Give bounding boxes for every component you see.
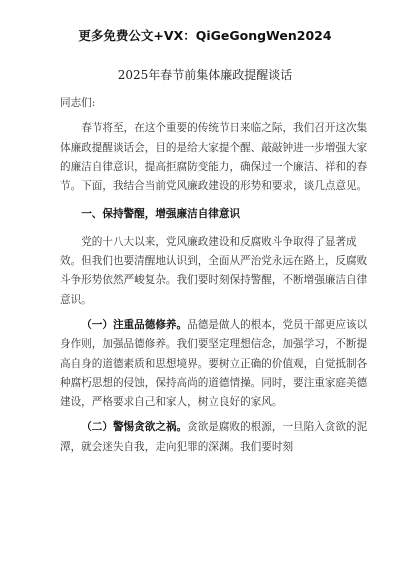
point-lead-2: （二）警惕贪欲之祸。 bbox=[81, 421, 188, 434]
intro-paragraph: 春节将至，在这个重要的传统节日来临之际，我们召开这次集体廉政提醒谈话会，目的是给大家提个醒、敲敲钟进一步增强大家的廉洁自律意识，提高拒腐防变能力，确保过一个廉洁、祥和的春节。下面，我结合当前党风廉政建设的形势和要求，谈几点意见。 bbox=[60, 122, 368, 193]
watermark-header: 更多免费公文+VX：QiGeGongWen2024 bbox=[78, 28, 332, 43]
point-text-1: 品德是做人的根本，党员干部更应该以身作则，加强品德修养。我们要坚定理想信念，加强学习，不断提高自身的道德素质和思想境界。要树立正确的价值观，自觉抵制各种腐朽思想的侵蚀，保持高尚的道德情操。同时，要注重家庭美德建设，严格要求自己和家人，树立良好的家风。 bbox=[60, 318, 368, 409]
document-body bbox=[60, 94, 372, 457]
point-paragraph-1 bbox=[60, 316, 372, 412]
salutation: 同志们: bbox=[60, 97, 96, 109]
point-text-2: 贪欲是腐败的根源，一旦陷入贪欲的泥潭，就会迷失自我，走向犯罪的深渊。我们要时刻 bbox=[60, 421, 368, 453]
section-heading: 一、保持警醒，增强廉洁自律意识 bbox=[81, 208, 241, 221]
section-paragraph: 党的十八大以来，党风廉政建设和反腐败斗争取得了显著成效。但我们也要清醒地认识到，全面从严治党永远在路上，反腐败斗争形势依然严峻复杂。我们要时刻保持警醒，不断增强廉洁自律意识。 bbox=[60, 235, 368, 306]
document-title: 2025年春节前集体廉政提醒谈话 bbox=[117, 68, 293, 82]
point-lead-1: （一）注重品德修养。 bbox=[81, 318, 188, 331]
point-paragraph-2 bbox=[60, 418, 372, 457]
